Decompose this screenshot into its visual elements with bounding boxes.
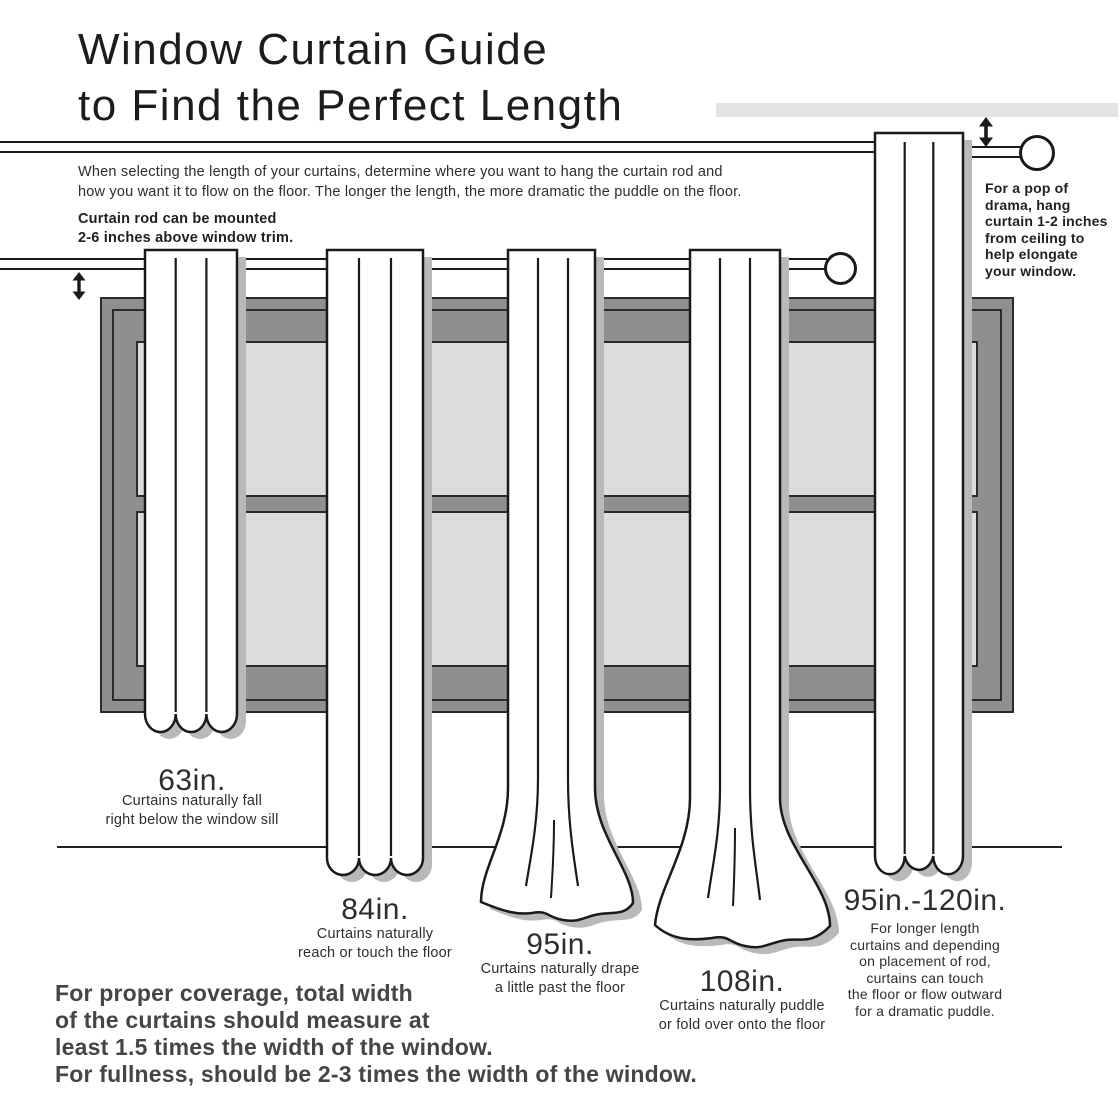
ceiling-drama-note [985, 180, 1108, 279]
rod-mounting-note [78, 210, 293, 248]
ceiling-note-line5: help elongate [985, 246, 1078, 262]
desc-108in-line2: or fold over onto the floor [658, 1017, 826, 1033]
intro-line1: When selecting the length of your curtains, determine where you want to hang the curtain rod and [78, 164, 723, 180]
desc-84in-line2: reach or touch the floor [298, 945, 452, 961]
desc-95-120in-line2: curtains and depending [850, 936, 1000, 953]
page-title-line2: to Find the Perfect Length [78, 81, 624, 130]
ceiling-note-line4: from ceiling to [985, 229, 1085, 246]
coverage-line2: of the curtains should measure at [55, 1007, 430, 1033]
coverage-line1: For proper coverage, total width [55, 980, 413, 1006]
ceiling-gap-arrow-icon [974, 117, 998, 152]
window-frame [100, 297, 1014, 713]
desc-95-120in-line1: For longer length [870, 920, 980, 936]
intro-paragraph [78, 162, 742, 202]
upper-rod-finial [1019, 135, 1055, 171]
upper-curtain-rod [0, 141, 878, 153]
ceiling-note-line1: For a pop of [985, 180, 1069, 196]
intro-line2: how you want it to flow on the floor. The longer the length, the more dramatic the puddle on the floor. [78, 184, 742, 200]
desc-63in-line1: Curtains naturally fall [122, 793, 262, 809]
label-84in: 84in. [341, 893, 409, 926]
page-title [78, 22, 623, 134]
window-mullion [136, 495, 978, 513]
ceiling-note-line3: curtain 1-2 inches [985, 213, 1108, 229]
desc-95in-line2: a little past the floor [494, 980, 626, 996]
desc-95-120in-line3: on placement of rod, [859, 953, 991, 969]
desc-95in-line1: Curtains naturally drape [480, 961, 640, 977]
window-glass [136, 341, 978, 667]
rod-note-line1: Curtain rod can be mounted [78, 211, 277, 227]
desc-84in-line1: Curtains naturally [316, 926, 434, 942]
window-inner-frame [112, 309, 1002, 701]
label-108in: 108in. [699, 965, 785, 998]
desc-95-120in-line6: for a dramatic puddle. [855, 1002, 995, 1019]
label-95-120in: 95in.-120in. [843, 884, 1007, 917]
lower-curtain-rod [0, 258, 827, 270]
ceiling-note-line6: your window. [985, 262, 1077, 279]
desc-108in-line1: Curtains naturally puddle [659, 998, 825, 1014]
floor-line [57, 846, 1062, 848]
coverage-note [55, 980, 697, 1088]
label-95in: 95in. [526, 928, 594, 961]
rod-note-line2: 2-6 inches above window trim. [78, 230, 294, 246]
lower-rod-finial [824, 252, 857, 285]
ceiling-bar [716, 103, 1118, 117]
label-63in: 63in. [158, 764, 226, 797]
desc-63in [87, 792, 297, 830]
desc-95-120in [815, 920, 1035, 1019]
page-title-line1: Window Curtain Guide [78, 25, 549, 74]
trim-gap-arrow-icon [68, 272, 90, 305]
ceiling-note-line2: drama, hang [985, 196, 1071, 213]
desc-95-120in-line4: curtains can touch [866, 969, 984, 986]
desc-95-120in-line5: the floor or flow outward [847, 986, 1003, 1002]
coverage-line3: least 1.5 times the width of the window. [55, 1034, 493, 1060]
desc-63in-line2: right below the window sill [105, 812, 279, 828]
coverage-line4: For fullness, should be 2-3 times the width of the window. [55, 1061, 697, 1087]
